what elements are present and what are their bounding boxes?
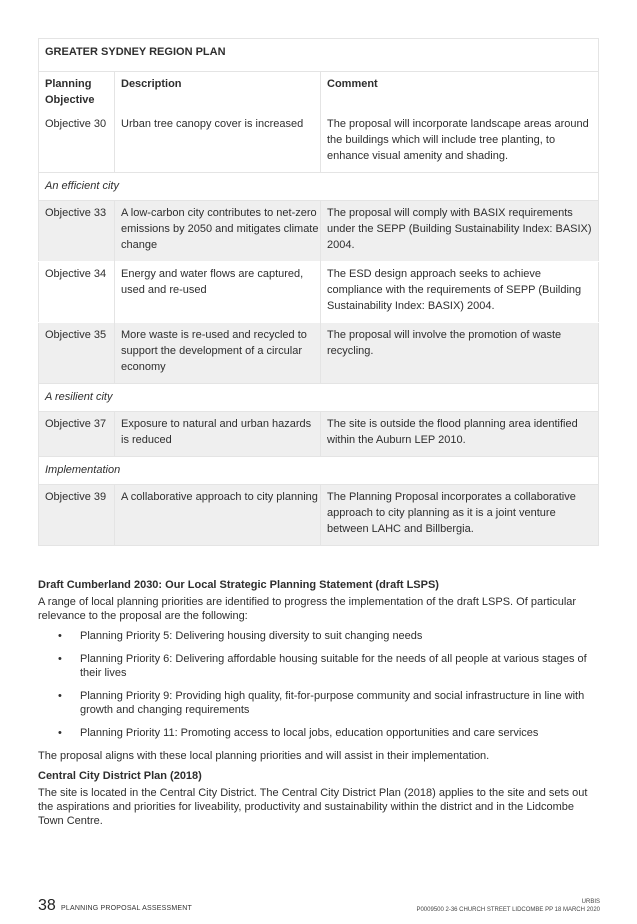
objective-cell: Objective 33 [39,201,115,262]
description-cell: A collaborative approach to city planning [115,485,321,546]
table-row [39,323,599,384]
company-name: URBIS [581,899,600,905]
table-row [39,485,599,546]
lsps-heading: Draft Cumberland 2030: Our Local Strategic Planning Statement (draft LSPS) [38,579,439,591]
section-row [39,384,599,412]
list-item [38,652,600,680]
bullet-icon: • [58,630,62,642]
column-header-description: Description [115,72,321,113]
description-cell: Energy and water flows are captured, used and re-used [115,262,321,323]
table-row [39,201,599,262]
list-item [38,629,600,643]
description-cell: More waste is re-used and recycled to support the development of a circular economy [115,323,321,384]
comment-cell: The ESD design approach seeks to achieve compliance with the requirements of SEPP (Building Sustainability Index: BASIX) 2004. [321,262,599,323]
bullet-icon: • [58,653,62,665]
comment-cell: The Planning Proposal incorporates a collaborative approach to city planning as it is a joint venture between LAHC and Billbergia. [321,485,599,546]
comment-cell: The site is outside the flood planning area identified within the Auburn LEP 2010. [321,412,599,457]
table-row [39,262,599,323]
column-header-comment: Comment [321,72,599,113]
comment-cell: The proposal will involve the promotion of waste recycling. [321,323,599,384]
column-header-objective: Planning Objective [45,78,95,106]
district-text: The site is located in the Central City District. The Central City District Plan (2018) applies to the site and sets out the aspirations and priorities for liveability, productivity and sustainability within the district and in the Lidcombe Town Centre. [38,787,588,827]
description-cell: Exposure to natural and urban hazards is reduced [115,412,321,457]
bullet-icon: • [58,727,62,739]
bullet-icon: • [58,690,62,702]
comment-cell: The proposal will incorporate landscape areas around the buildings which will include tree planting, to enhance visual amenity and shading. [321,112,599,173]
lsps-conclusion: The proposal aligns with these local planning priorities and will assist in their implementation. [38,750,490,762]
document-title: PLANNING PROPOSAL ASSESSMENT [61,905,192,912]
objective-cell: Objective 37 [39,412,115,457]
objective-cell: Objective 34 [39,262,115,323]
page-number: 38 [38,897,56,914]
table-row [39,112,599,173]
document-reference: P0009500 2-36 CHURCH STREET LIDCOMBE PP 18 MARCH 2020 [416,907,600,913]
planning-table [38,38,599,546]
priority-text: Planning Priority 9: Providing high quality, fit-for-purpose community and social infrastructure in line with growth and changing requirements [80,690,585,716]
description-cell: A low-carbon city contributes to net-zero emissions by 2050 and mitigates climate change [115,201,321,262]
lsps-intro: A range of local planning priorities are identified to progress the implementation of the draft LSPS. Of particular relevance to the proposal are the following: [38,596,577,622]
section-label: Implementation [39,457,599,485]
list-item [38,726,600,740]
district-heading: Central City District Plan (2018) [38,770,202,782]
lsps-section [38,578,600,828]
objective-cell: Objective 30 [45,118,107,130]
section-row [39,457,599,485]
comment-cell: The proposal will comply with BASIX requirements under the SEPP (Building Sustainability Index: BASIX) 2004. [321,201,599,262]
table-row [39,412,599,457]
priority-text: Planning Priority 6: Delivering affordable housing suitable for the needs of all people at various stages of their lives [80,653,587,679]
description-cell: Urban tree canopy cover is increased [115,112,321,173]
section-label: An efficient city [39,173,599,201]
objective-cell: Objective 39 [39,485,115,546]
objective-cell: Objective 35 [39,323,115,384]
priority-text: Planning Priority 5: Delivering housing diversity to suit changing needs [80,630,423,642]
section-label: A resilient city [39,384,599,412]
section-row [39,173,599,201]
priority-text: Planning Priority 11: Promoting access to local jobs, education opportunities and care services [80,727,539,739]
list-item [38,689,600,717]
priority-list [38,629,600,740]
table-title: GREATER SYDNEY REGION PLAN [39,39,599,72]
